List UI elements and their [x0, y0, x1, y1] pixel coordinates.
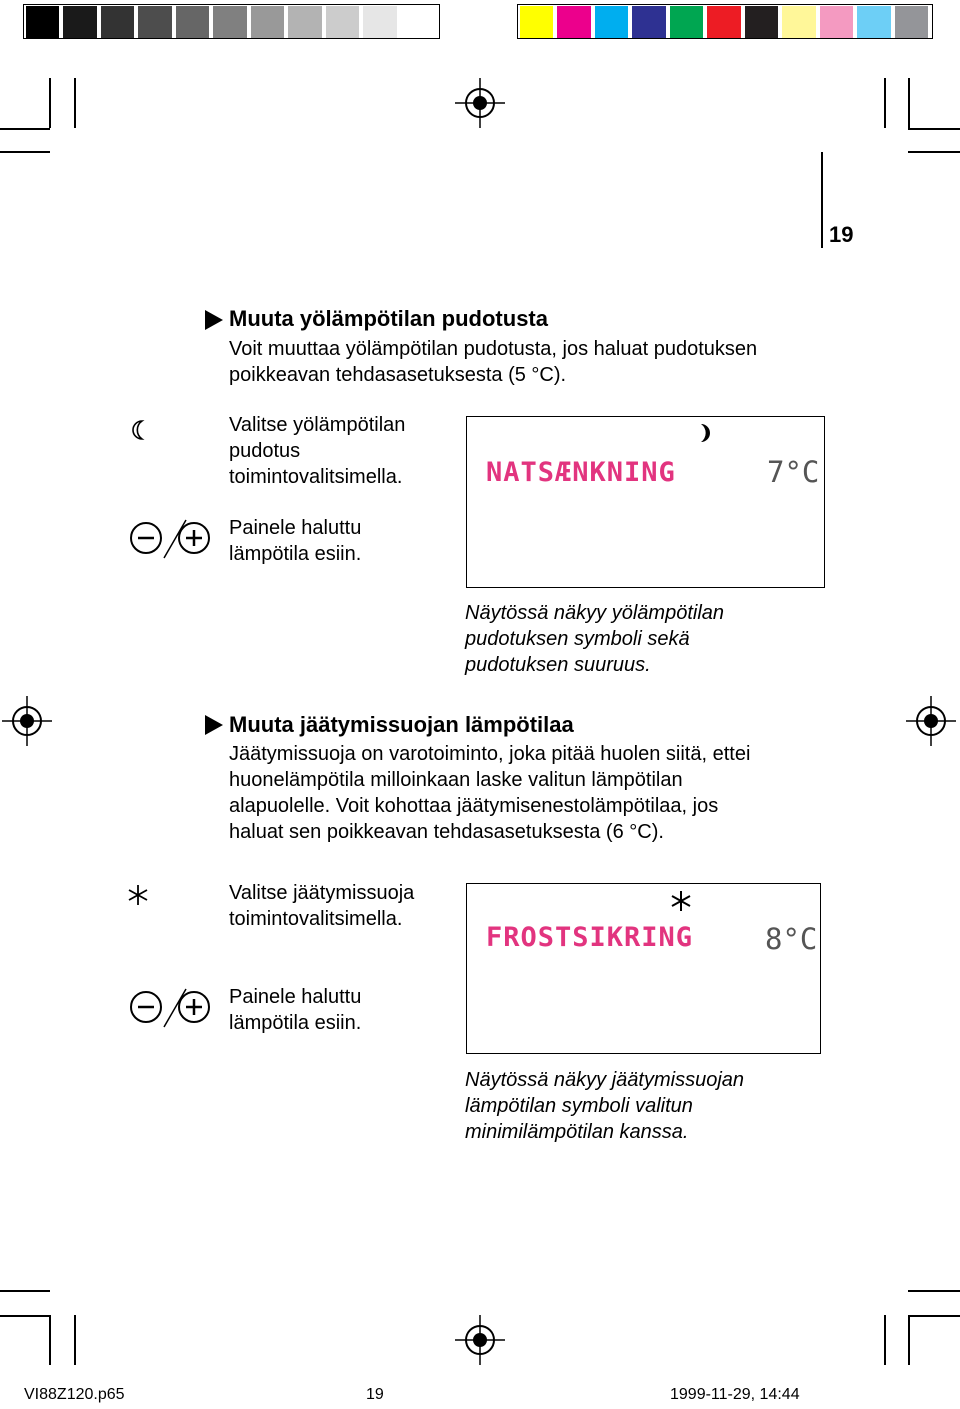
- moon-icon: [697, 422, 715, 444]
- crop-mark: [908, 151, 960, 153]
- body-text: Voit muuttaa yölämpötilan pudotusta, jos haluat pudotuksen: [229, 338, 758, 360]
- body-text: haluat sen poikkeavan tehdasasetuksesta (6 °C).: [229, 821, 664, 843]
- display-caption: pudotuksen suuruus.: [465, 654, 651, 676]
- footer-filename: VI88Z120.p65: [24, 1386, 125, 1403]
- snowflake-icon: [670, 890, 692, 912]
- section-heading: Muuta yölämpötilan pudotusta: [229, 306, 548, 331]
- lcd-mode-label: NATSÆNKNING: [486, 457, 676, 488]
- footer-timestamp: 1999-11-29, 14:44: [670, 1386, 800, 1403]
- minus-plus-buttons-icon: [128, 516, 212, 562]
- body-text: Jäätymissuoja on varotoiminto, joka pitää huolen siitä, ettei: [229, 743, 751, 765]
- color-bar-frame: [517, 4, 933, 39]
- step-text: Painele haluttu: [229, 517, 362, 539]
- body-text: alapuolelle. Voit kohottaa jäätymisenestolämpötilaa, jos: [229, 795, 719, 817]
- page-number: 19: [829, 222, 854, 247]
- registration-mark-icon: [2, 696, 52, 746]
- step-text: Painele haluttu: [229, 986, 362, 1008]
- crop-mark: [0, 1290, 50, 1292]
- lcd-display: [466, 883, 821, 1054]
- minus-plus-buttons-icon: [128, 985, 212, 1031]
- display-caption: Näytössä näkyy jäätymissuojan: [465, 1069, 745, 1091]
- crop-mark: [908, 128, 960, 130]
- step-text: Valitse jäätymissuoja: [229, 882, 415, 904]
- crop-mark: [884, 78, 886, 128]
- crop-mark: [884, 1315, 886, 1365]
- crop-mark: [908, 78, 910, 128]
- snowflake-icon: [127, 884, 149, 906]
- crop-mark: [74, 78, 76, 128]
- step-text: Valitse yölämpötilan: [229, 414, 406, 436]
- lcd-mode-label: FROSTSIKRING: [486, 922, 694, 953]
- moon-icon: [128, 419, 148, 441]
- crop-mark: [74, 1315, 76, 1365]
- display-caption: lämpötilan symboli valitun: [465, 1095, 693, 1117]
- display-caption: Näytössä näkyy yölämpötilan: [465, 602, 725, 624]
- lcd-display: [466, 416, 825, 588]
- crop-mark: [908, 1315, 910, 1365]
- section-heading: Muuta jäätymissuojan lämpötilaa: [229, 712, 574, 737]
- display-caption: minimilämpötilan kanssa.: [465, 1121, 689, 1143]
- step-text: pudotus: [229, 440, 301, 462]
- triangle-bullet-icon: [205, 715, 223, 735]
- body-text: huonelämpötila milloinkaan laske valitun lämpötilan: [229, 769, 683, 791]
- crop-mark: [49, 78, 51, 128]
- crop-mark: [49, 1315, 51, 1365]
- display-caption: pudotuksen symboli sekä: [465, 628, 690, 650]
- triangle-bullet-icon: [205, 310, 223, 330]
- step-text: toimintovalitsimella.: [229, 908, 403, 930]
- grayscale-bar-frame: [23, 4, 440, 39]
- page-number-rule: [821, 152, 823, 248]
- crop-mark: [0, 128, 50, 130]
- lcd-temperature: 7°C: [767, 455, 820, 489]
- crop-mark: [0, 1315, 50, 1317]
- body-text: poikkeavan tehdasasetuksesta (5 °C).: [229, 364, 567, 386]
- crop-mark: [908, 1290, 960, 1292]
- step-text: lämpötila esiin.: [229, 543, 362, 565]
- registration-mark-icon: [455, 78, 505, 128]
- step-text: toimintovalitsimella.: [229, 466, 403, 488]
- step-text: lämpötila esiin.: [229, 1012, 362, 1034]
- registration-mark-icon: [455, 1315, 505, 1365]
- crop-mark: [908, 1315, 960, 1317]
- crop-mark: [0, 151, 50, 153]
- footer-page: 19: [366, 1386, 384, 1403]
- lcd-temperature: 8°C: [765, 922, 818, 956]
- registration-mark-icon: [906, 696, 956, 746]
